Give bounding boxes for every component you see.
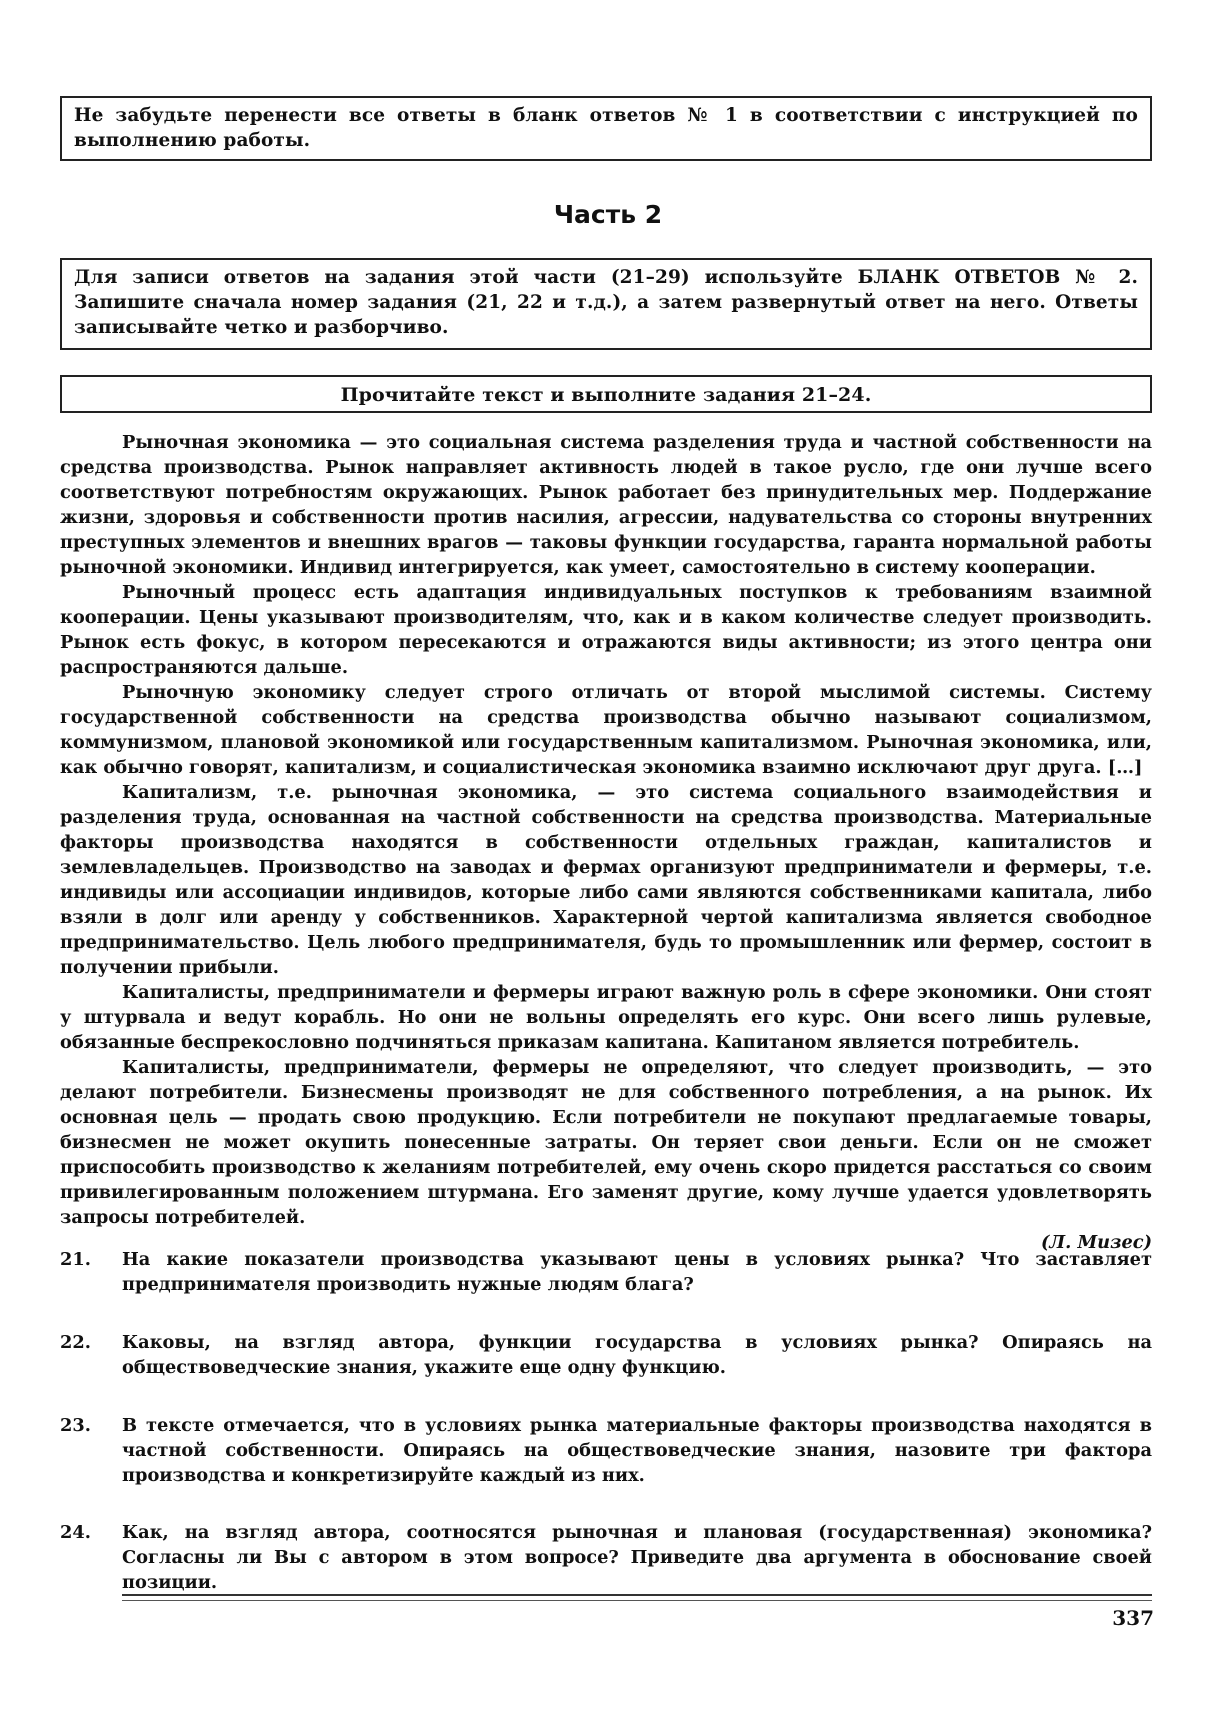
passage-paragraph: Рыночный процесс есть адаптация индивидуальных поступков к требованиям взаимной кооперации. Цены указывают производителям, что, как и в каком количестве следует производить. Рынок есть фокус, в котором пересекаются и отражаются виды активности; из этого центра они распространяются дальше. [60,582,1152,678]
question-23 [60,1413,1152,1488]
question-number: 22. [60,1332,91,1353]
question-number: 24. [60,1522,91,1543]
footer-rule [122,1594,1152,1596]
question-22 [60,1330,1152,1380]
passage-paragraph: Капитализм, т.е. рыночная экономика, — это система социального взаимодействия и разделения труда, основанная на частной собственности на средства производства. Материальные факторы производства находятся в собственности отдельных граждан, капиталистов и землевладельцев. Производство на заводах и фермах организуют предприниматели и фермеры, т.е. индивиды или ассоциации индивидов, которые либо сами являются собственниками капитала, либо взяли в долг или аренду у собственников. Характерной чертой капитализма является свободное предпринимательство. Цель любого предпринимателя, будь то промышленник или фермер, состоит в получении прибыли. [60,782,1152,978]
notice-box: Не забудьте перенести все ответы в бланк ответов № 1 в соответствии с инструкцией по выполнению работы. [60,96,1152,161]
question-text: Каковы, на взгляд автора, функции государства в условиях рынка? Опираясь на обществоведческие знания, укажите еще одну функцию. [122,1332,1152,1378]
question-number: 23. [60,1415,91,1436]
passage-paragraph: Рыночная экономика — это социальная система разделения труда и частной собственности на средства производства. Рынок направляет активность людей в такое русло, где они лучше всего соответствуют потребностям окружающих. Рынок работает без принудительных мер. Поддержание жизни, здоровья и собственности против насилия, агрессии, надувательства со стороны внутренних преступных элементов и внешних врагов — таковы функции государства, гаранта нормальной работы рыночной экономики. Индивид интегрируется, как умеет, самостоятельно в систему кооперации. [60,432,1152,578]
passage [60,430,1152,1255]
question-number: 21. [60,1249,91,1270]
read-banner: Прочитайте текст и выполните задания 21–24. [60,375,1152,413]
passage-paragraph: Капиталисты, предприниматели, фермеры не определяют, что следует производить, — это делают потребители. Бизнесмены производят не для собственного потребления, а на рынок. Их основная цель — продать свою продукцию. Если потребители не покупают предлагаемые товары, бизнесмен не может окупить понесенные затраты. Он теряет свои деньги. Если он не сможет приспособить производство к желаниям потребителей, ему очень скоро придется расстаться со своим привилегированным положением штурмана. Его заменят другие, кому лучше удается удовлетворять запросы потребителей. [60,1057,1152,1228]
question-24 [60,1520,1152,1595]
question-text: На какие показатели производства указывают цены в условиях рынка? Что заставляет предпринимателя производить нужные людям блага? [122,1249,1152,1295]
part-title: Часть 2 [553,200,663,229]
author-attribution: (Л. Мизес) [1040,1232,1152,1253]
passage-paragraph: Капиталисты, предприниматели и фермеры играют важную роль в сфере экономики. Они стоят у штурвала и ведут корабль. Но они не вольны определять его курс. Они всего лишь рулевые, обязанные беспрекословно подчиняться приказам капитана. Капитаном является потребитель. [60,982,1152,1053]
question-text: Как, на взгляд автора, соотносятся рыночная и плановая (государственная) экономика? Согласны ли Вы с автором в этом вопросе? Приведите два аргумента в обоснование своей позиции. [122,1522,1152,1593]
question-text: В тексте отмечается, что в условиях рынка материальные факторы производства находятся в частной собственности. Опираясь на обществоведческие знания, назовите три фактора производства и конкретизируйте каждый из них. [122,1415,1152,1486]
question-21 [60,1247,1152,1297]
instructions-box: Для записи ответов на задания этой части (21–29) используйте БЛАНК ОТВЕТОВ № 2. Запишите сначала номер задания (21, 22 и т.д.), а затем развернутый ответ на него. Ответы записывайте четко и разборчиво. [60,258,1152,350]
passage-paragraph: Рыночную экономику следует строго отличать от второй мыслимой системы. Систему государственной собственности на средства производства обычно называют социализмом, коммунизмом, плановой экономикой или государственным капитализмом. Рыночная экономика, или, как обычно говорят, капитализм, и социалистическая экономика взаимно исключают друг друга. […] [60,682,1152,778]
footer-rule [122,1600,1152,1601]
page-number: 337 [1112,1606,1154,1630]
